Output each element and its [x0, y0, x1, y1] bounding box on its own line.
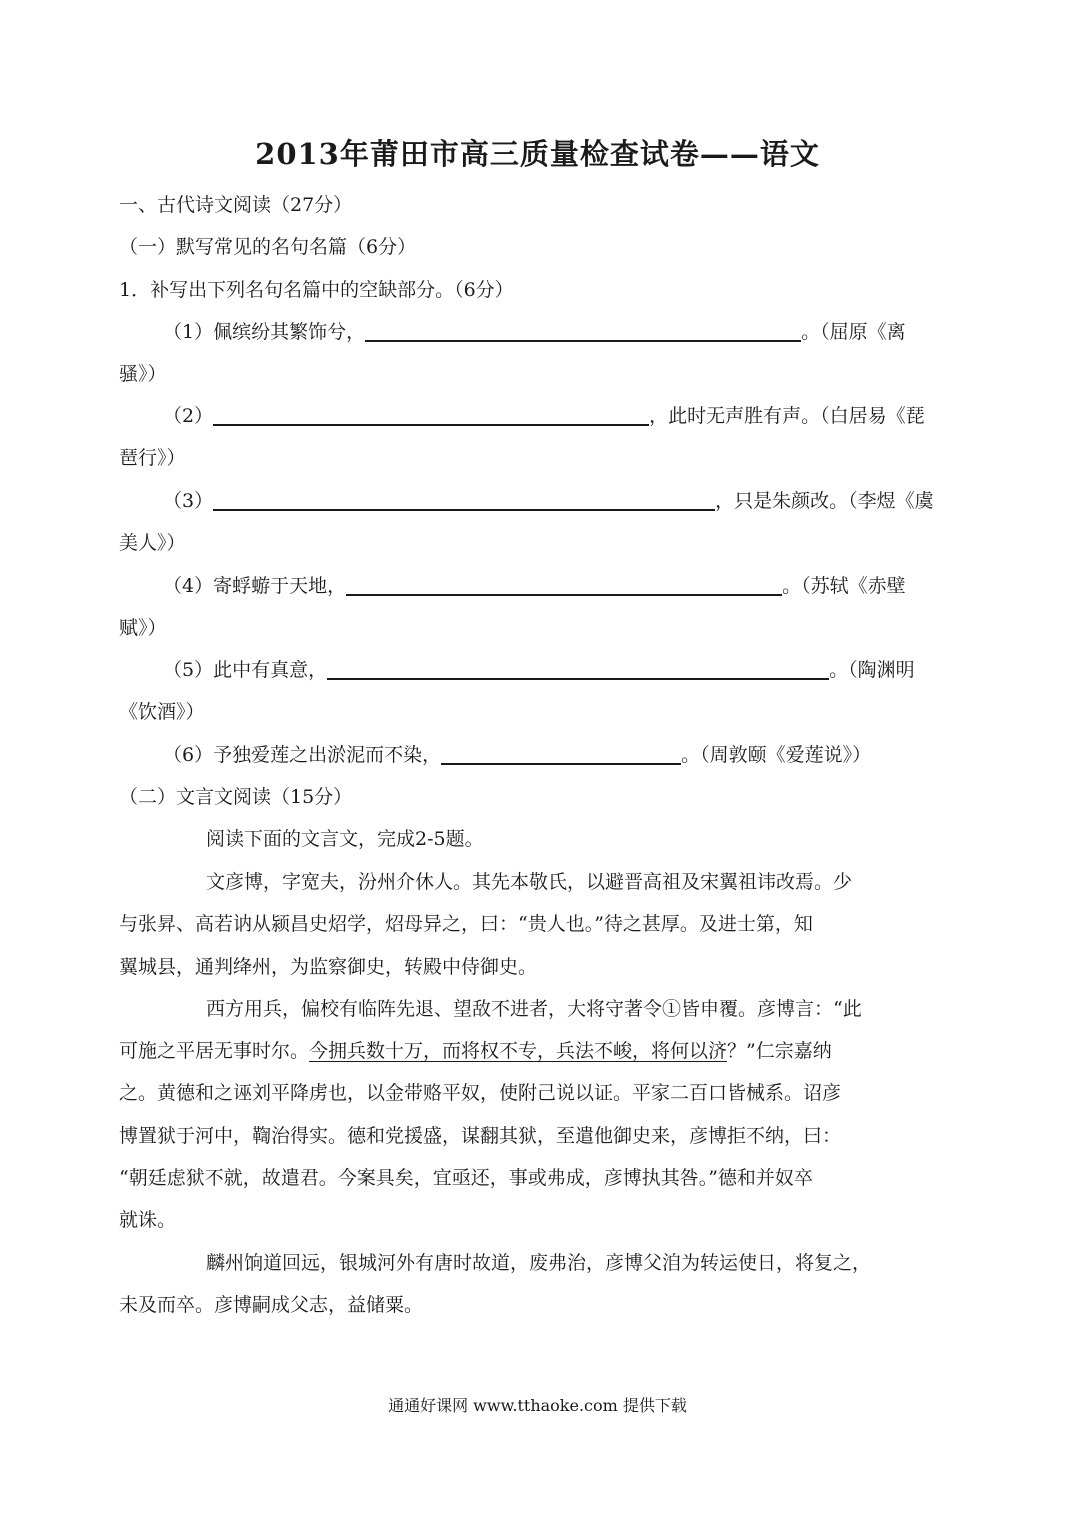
fill-item-6: （6）予独爱莲之出淤泥而不染， 。（周敦颐《爱莲说》）	[163, 744, 872, 766]
passage-line: 翼城县，通判绛州，为监察御史，转殿中侍御史。	[119, 956, 538, 978]
fill-item-3: （3） ，只是朱颜改。（李煜《虞	[163, 490, 934, 512]
passage-line: 文彦博，字宽夫，汾州介休人。其先本敬氏，以避晋高祖及宋翼祖讳改焉。少	[206, 871, 853, 893]
reading-instruction: 阅读下面的文言文，完成2-5题。	[206, 828, 484, 850]
passage-line: 之。黄德和之诬刘平降虏也，以金带赂平奴，使附己说以证。平家二百口皆械系。诏彦	[119, 1082, 842, 1104]
fill-item-2: （2） ，此时无声胜有声。（白居易《琵	[163, 405, 925, 427]
fill-item-4: （4）寄蜉蝣于天地， 。（苏轼《赤壁	[163, 575, 906, 597]
subsection-heading: （一）默写常见的名句名篇（6分）	[119, 236, 417, 258]
fill-item-5-cont: 《饮酒》）	[119, 701, 205, 723]
fill-item-2-cont: 琶行》）	[119, 447, 186, 469]
answer-blank[interactable]	[346, 574, 782, 596]
passage-line: 西方用兵，偏校有临阵先退、望敌不进者，大将守著令①皆申覆。彦博言：“此	[206, 998, 862, 1020]
passage-line: 与张昇、高若讷从颍昌史炤学，炤母异之，曰：“贵人也。”待之甚厚。及进士第，知	[119, 913, 813, 935]
answer-blank[interactable]	[365, 320, 801, 342]
fill-item-5: （5）此中有真意， 。（陶渊明	[163, 659, 915, 681]
fill-item-4-cont: 赋》）	[119, 617, 167, 639]
answer-blank[interactable]	[327, 658, 829, 680]
passage-line: 可施之平居无事时尔。今拥兵数十万，而将权不专，兵法不峻，将何以济？”仁宗嘉纳	[119, 1040, 832, 1062]
passage-line: 未及而卒。彦博嗣成父志，益储粟。	[119, 1294, 424, 1316]
passage-line: 麟州饷道回远，银城河外有唐时故道，废弗治，彦博父洎为转运使日，将复之，	[206, 1252, 872, 1274]
fill-item-1: （1）佩缤纷其繁饰兮， 。（屈原《离	[163, 321, 906, 343]
subsection-heading: （二）文言文阅读（15分）	[119, 786, 353, 808]
section-heading: 一、古代诗文阅读（27分）	[119, 194, 353, 216]
page-title: 2013年莆田市高三质量检查试卷——语文	[255, 137, 820, 171]
answer-blank[interactable]	[213, 489, 715, 511]
fill-item-1-cont: 骚》）	[119, 363, 167, 385]
answer-blank[interactable]	[441, 743, 681, 765]
passage-line: “朝廷虑狱不就，故遣君。今案具矣，宜亟还，事或弗成，彦博执其咎。”德和并奴卒	[119, 1167, 813, 1189]
underlined-sentence: 今拥兵数十万，而将权不专，兵法不峻，将何以济	[309, 1040, 728, 1062]
page-footer: 通通好课网 www.tthaoke.com 提供下载	[388, 1396, 687, 1415]
passage-line: 就诛。	[119, 1209, 177, 1231]
passage-line: 博置狱于河中，鞫治得实。德和党援盛，谋翻其狱，至遣他御史来，彦博拒不纳，曰：	[119, 1125, 842, 1147]
answer-blank[interactable]	[213, 404, 649, 426]
question-1: 1．补写出下列名句名篇中的空缺部分。（6分）	[119, 279, 514, 301]
fill-item-3-cont: 美人》）	[119, 532, 186, 554]
